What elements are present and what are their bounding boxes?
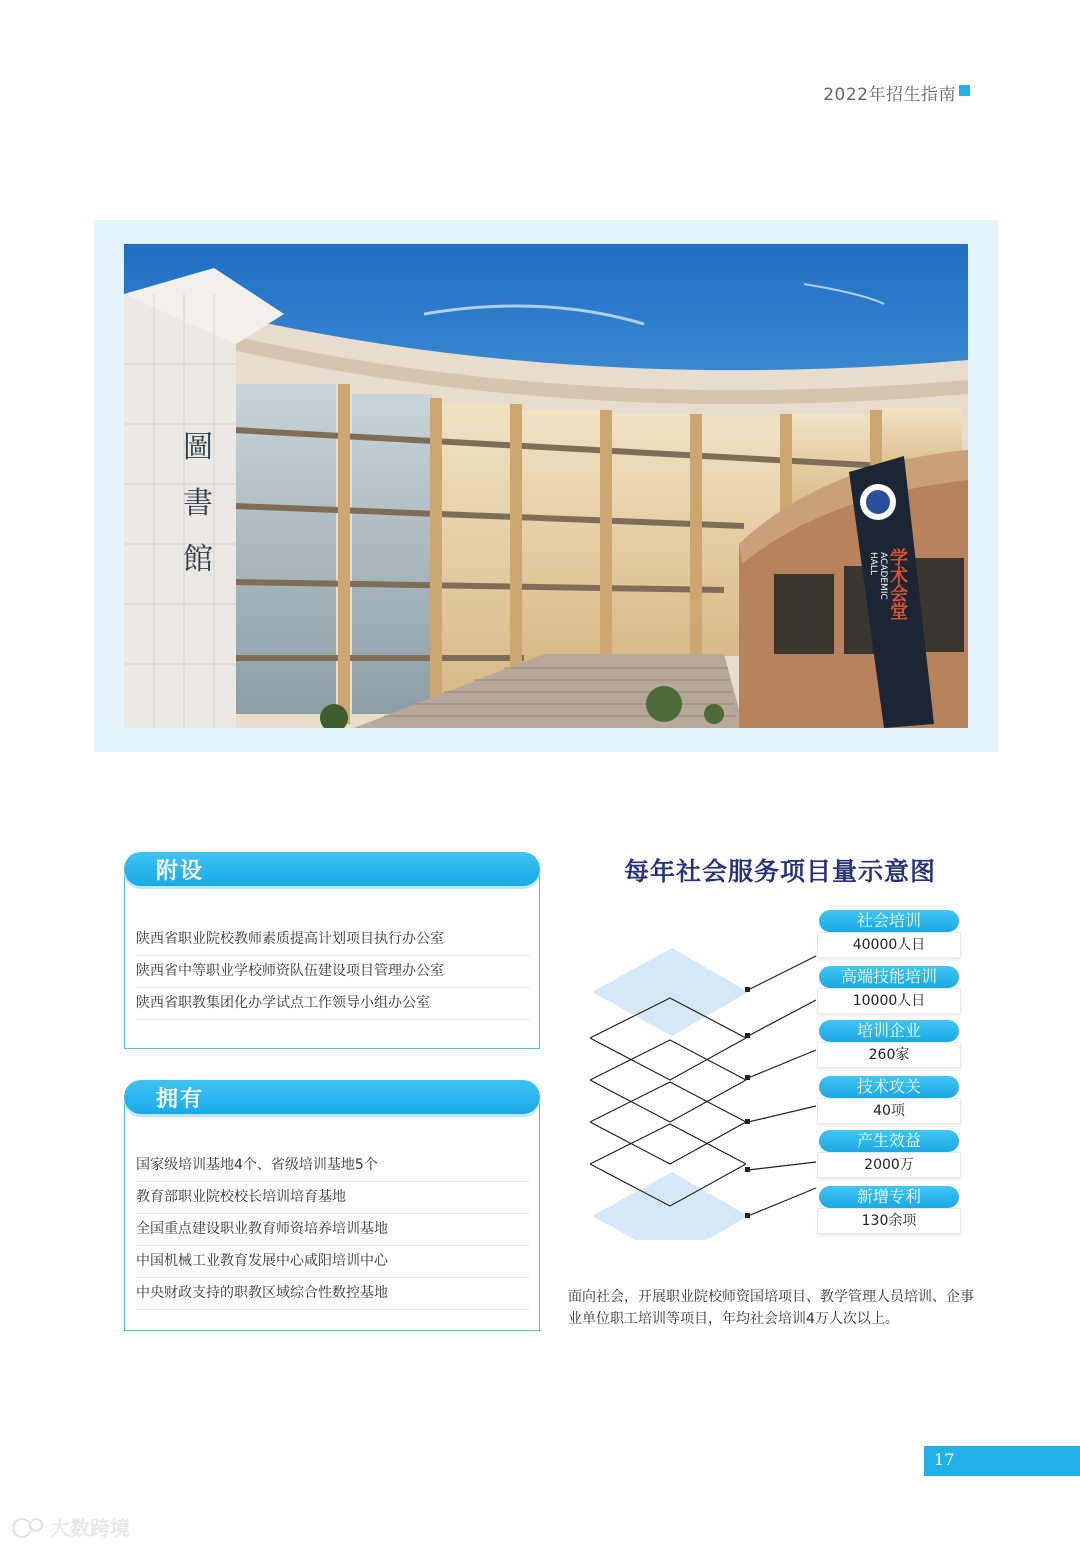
owned-section <box>124 1080 540 1334</box>
list-item: 陕西省职业院校教师素质提高计划项目执行办公室 <box>136 924 530 956</box>
connector-lines <box>748 956 816 1216</box>
service-diagram <box>580 900 980 1240</box>
attached-title: 附设 <box>156 859 205 884</box>
connector-dots <box>745 987 750 1218</box>
page-number: 17 <box>934 1450 955 1469</box>
list-item: 全国重点建设职业教育师资培养培训基地 <box>136 1214 530 1246</box>
hall-sign-en: ACADEMIC HALL <box>868 552 888 600</box>
list-item: 陕西省职教集团化办学试点工作领导小组办公室 <box>136 988 530 1020</box>
list-item: 国家级培训基地4个、省级培训基地5个 <box>136 1150 530 1182</box>
entry-label: 新增专利 <box>819 1186 959 1208</box>
list-item: 中国机械工业教育发展中心咸阳培训中心 <box>136 1246 530 1278</box>
library-photo <box>124 244 968 728</box>
watermark-logo-icon <box>10 1516 50 1540</box>
entry-value: 40000人日 <box>817 932 961 958</box>
entry-value: 260家 <box>817 1042 961 1068</box>
chart-description: 面向社会，开展职业院校师资国培项目、教学管理人员培训、企事业单位职工培训等项目，年均社会培训4万人次以上。 <box>568 1289 974 1327</box>
page-number-bar <box>924 1446 1080 1476</box>
list-item: 中央财政支持的职教区域综合性数控基地 <box>136 1278 530 1310</box>
entry-label: 产生效益 <box>819 1130 959 1152</box>
entry-label: 培训企业 <box>819 1020 959 1042</box>
entry-label: 高端技能培训 <box>819 966 959 988</box>
attached-list <box>136 924 530 1020</box>
chart-title: 每年社会服务项目量示意图 <box>623 857 936 886</box>
sign-char: 館 <box>183 542 213 577</box>
photo-frame <box>94 220 998 752</box>
top-diamond <box>592 948 748 1036</box>
header-square <box>959 85 970 96</box>
attached-header <box>124 852 540 886</box>
entry-value: 2000万 <box>817 1152 961 1178</box>
list-item: 陕西省中等职业学校师资队伍建设项目管理办公室 <box>136 956 530 988</box>
library-sign <box>180 420 216 588</box>
owned-list <box>136 1150 530 1310</box>
attached-section <box>124 852 540 1050</box>
sign-char: 圖 <box>183 430 213 465</box>
hall-sign-cn: 学术会堂 <box>887 548 908 620</box>
entry-value: 130余项 <box>817 1208 961 1234</box>
list-item: 教育部职业院校校长培训培育基地 <box>136 1182 530 1214</box>
academic-hall-sign <box>868 548 908 620</box>
entry-value: 10000人日 <box>817 988 961 1014</box>
entry-label: 社会培训 <box>819 910 959 932</box>
entry-label: 技术攻关 <box>819 1076 959 1098</box>
owned-title: 拥有 <box>156 1087 205 1112</box>
entry-value: 40项 <box>817 1098 961 1124</box>
header-title: 2022年招生指南 <box>823 85 956 105</box>
watermark: 大数跨境 <box>50 1516 130 1540</box>
owned-header <box>124 1080 540 1114</box>
sign-char: 書 <box>183 486 213 521</box>
